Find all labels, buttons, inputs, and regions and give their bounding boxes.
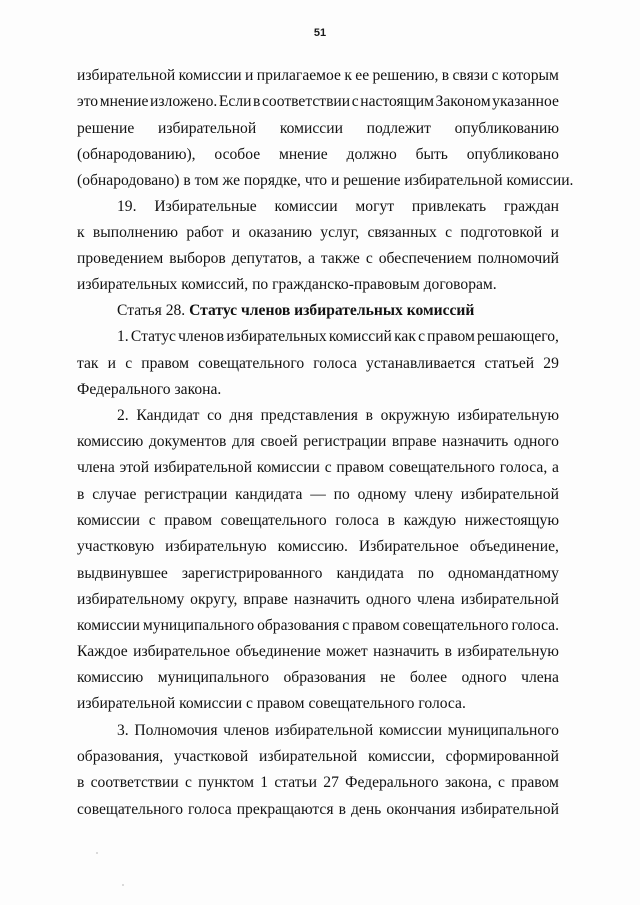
word: избирательной <box>157 120 257 137</box>
word: окончания <box>386 801 456 818</box>
word: (обнародованию), <box>77 146 196 163</box>
word: с <box>125 355 133 372</box>
word: услуг, <box>320 224 360 241</box>
word: избирательной <box>153 459 253 476</box>
word: Законом <box>435 93 491 110</box>
word: одномандатному <box>448 565 559 582</box>
word: зарегистрированного <box>181 565 323 582</box>
word: должно <box>346 146 397 163</box>
word: участковую <box>77 538 155 555</box>
word: представления <box>260 407 358 424</box>
word: Кандидат <box>136 407 200 424</box>
word: избирательной <box>460 486 559 503</box>
word: избирательную <box>457 643 559 660</box>
word: одного <box>365 591 412 608</box>
word: выполнению <box>92 224 179 241</box>
word: правом <box>352 617 400 634</box>
text-line <box>77 587 559 613</box>
word: образования, <box>77 748 164 765</box>
word: одного <box>461 669 507 686</box>
text-line: избирательных комиссий, по гражданско-правовым договорам. <box>77 276 497 293</box>
word: в <box>387 512 395 529</box>
word: — <box>310 486 326 503</box>
word: соответствии <box>90 774 179 791</box>
text-line <box>77 246 559 272</box>
word: муниципального <box>447 722 559 739</box>
word: день <box>350 801 382 818</box>
word: голоса <box>335 512 379 529</box>
word: Статус <box>130 328 176 345</box>
word: своей <box>260 433 298 450</box>
scan-speck <box>96 852 98 854</box>
article-prefix: Статья 28. <box>117 302 190 319</box>
word: оказанию <box>248 224 312 241</box>
text-line <box>77 744 559 770</box>
word: и <box>550 224 559 241</box>
word: Если <box>218 93 252 110</box>
word: одному <box>357 486 407 503</box>
text-line <box>77 665 559 691</box>
word: соответствии <box>262 93 351 110</box>
word: со <box>207 407 222 424</box>
word: комиссию <box>77 669 144 686</box>
word: вправе <box>391 433 437 450</box>
word: регистрации <box>144 486 228 503</box>
word: подлежит <box>366 120 431 137</box>
scan-speck <box>122 884 124 886</box>
word: голоса <box>188 801 232 818</box>
word: правом <box>141 355 189 372</box>
word: каждую <box>403 512 457 529</box>
text-line <box>77 89 559 115</box>
word: кандидата <box>235 486 303 503</box>
word: этой <box>119 459 150 476</box>
word: связанных <box>367 224 437 241</box>
word: и <box>245 67 254 84</box>
word: голоса, <box>499 459 548 476</box>
word: по <box>417 565 434 582</box>
word: избирательной <box>460 801 559 818</box>
word: образования <box>283 669 366 686</box>
word: Федерального <box>345 774 439 791</box>
word: так <box>77 355 99 372</box>
word: устанавливается <box>366 355 476 372</box>
word: 1 <box>260 774 269 791</box>
word: а <box>552 459 559 476</box>
word: к <box>344 67 352 84</box>
word: случае <box>92 486 137 503</box>
word: прекращаются <box>236 801 334 818</box>
word: обеспечением <box>378 250 472 267</box>
word: с <box>445 224 453 241</box>
word: избирательной <box>258 748 358 765</box>
word: как <box>394 328 416 345</box>
text-line <box>117 194 559 220</box>
word: работ <box>186 224 224 241</box>
word: в <box>338 801 346 818</box>
word: правом <box>164 512 212 529</box>
word: округу, <box>190 591 238 608</box>
word: одного <box>513 433 559 450</box>
word: опубликованию <box>454 120 559 137</box>
word: Избирательное <box>358 538 459 555</box>
word: опубликовано <box>466 146 559 163</box>
word: члена <box>77 459 115 476</box>
word: регистрации <box>303 433 387 450</box>
word: полномочий <box>477 250 559 267</box>
word: комиссии <box>77 512 141 529</box>
word: мнение <box>99 93 149 110</box>
text-line <box>77 508 559 534</box>
word: образования <box>257 617 340 634</box>
word: которым <box>501 67 559 84</box>
word: избирательную <box>457 407 559 424</box>
word: более <box>409 669 448 686</box>
word: не <box>380 669 396 686</box>
word: правом <box>336 459 385 476</box>
word: комиссии, <box>367 748 435 765</box>
word: сформированной <box>445 748 559 765</box>
word: комиссии <box>274 198 338 215</box>
word: выдвинувшее <box>77 565 168 582</box>
word: может <box>326 643 368 660</box>
word: в <box>444 643 453 660</box>
word: избирательной <box>77 67 176 84</box>
word: комиссию <box>77 433 144 450</box>
word: 29 <box>543 355 559 372</box>
text-line <box>77 534 559 560</box>
word: с <box>365 250 373 267</box>
word: и <box>107 355 117 372</box>
word: комиссии <box>256 459 320 476</box>
word: Полномочия <box>134 722 218 739</box>
word: проведением <box>77 250 164 267</box>
word: решение <box>77 120 135 137</box>
word: кандидата <box>336 565 404 582</box>
word: комиссию. <box>277 538 348 555</box>
word: 27 <box>323 774 339 791</box>
word: также <box>320 250 360 267</box>
word: в <box>253 93 261 110</box>
word: окружную <box>380 407 450 424</box>
text-line <box>77 613 559 639</box>
word: комиссии <box>178 67 242 84</box>
word: 2. <box>117 407 129 424</box>
word: 3. <box>117 722 129 739</box>
text-line <box>117 324 559 350</box>
word: решению, <box>372 67 439 84</box>
word: объединение <box>235 643 321 660</box>
word: объединение, <box>469 538 559 555</box>
text-line <box>77 429 559 455</box>
word: в <box>441 67 450 84</box>
word: с <box>418 328 425 345</box>
word: муниципального <box>157 669 270 686</box>
word: избирательной <box>274 722 374 739</box>
text-line <box>77 455 559 481</box>
word: депутатов, <box>231 250 302 267</box>
word: с <box>342 617 350 634</box>
text-line <box>77 142 559 168</box>
word: статьей <box>484 355 535 372</box>
word: вправе <box>243 591 288 608</box>
word: совещательного <box>220 512 327 529</box>
word: привлекать <box>411 198 487 215</box>
word: закона, <box>444 774 492 791</box>
word: члена <box>521 669 559 686</box>
article-title: Статус членов избирательных комиссий <box>189 302 475 319</box>
word: назначить <box>373 643 440 660</box>
text-line <box>77 561 559 587</box>
word: с <box>498 774 505 791</box>
text-line: Федерального закона. <box>77 381 222 398</box>
word: 1. <box>117 328 129 345</box>
word: избирательное <box>133 643 231 660</box>
word: Каждое <box>77 643 128 660</box>
word: голоса. <box>511 617 559 634</box>
word: комиссий <box>328 328 392 345</box>
text-line: (обнародовано) в том же порядке, что и решение избирательной комиссии. <box>77 172 574 189</box>
text-line <box>77 63 559 89</box>
word: Избирательные <box>154 198 257 215</box>
text-line <box>77 770 559 796</box>
word: избирательной <box>460 591 559 608</box>
word: мнение <box>278 146 328 163</box>
text-line <box>77 482 559 508</box>
word: и <box>231 224 241 241</box>
word: решающего, <box>477 328 559 345</box>
text-line <box>117 403 559 429</box>
article-heading <box>117 298 559 324</box>
word: голоса <box>313 355 357 372</box>
word: правом <box>511 774 559 791</box>
word: избирательную <box>165 538 267 555</box>
word: статьи <box>274 774 318 791</box>
word: комиссии <box>378 722 442 739</box>
word: избирательному <box>77 591 185 608</box>
word: по <box>333 486 350 503</box>
text-line <box>77 797 559 823</box>
word: избирательных <box>226 328 327 345</box>
word: это <box>77 93 99 110</box>
word: 19. <box>117 198 137 215</box>
word: нижестоящую <box>464 512 559 529</box>
word: муниципального <box>142 617 255 634</box>
word: назначить <box>442 433 509 450</box>
word: членов <box>178 328 225 345</box>
word: с <box>324 459 332 476</box>
word: для <box>231 433 255 450</box>
word: в <box>77 774 85 791</box>
word: изложено. <box>150 93 218 110</box>
word: дня <box>229 407 253 424</box>
word: участковой <box>173 748 249 765</box>
word: с <box>351 93 359 110</box>
word: связи <box>452 67 489 84</box>
word: комиссии <box>77 617 141 634</box>
word: с <box>185 774 192 791</box>
word: правом <box>427 328 475 345</box>
word: комиссии <box>279 120 343 137</box>
word: назначить <box>293 591 361 608</box>
word: совещательного <box>77 801 184 818</box>
word: указанное <box>492 93 559 110</box>
word: быть <box>415 146 448 163</box>
word: члену <box>414 486 453 503</box>
word: совещательного <box>198 355 305 372</box>
word: настоящим <box>360 93 434 110</box>
word: граждан <box>503 198 559 215</box>
word: совещательного <box>388 459 495 476</box>
word: пунктом <box>198 774 255 791</box>
word: документов <box>148 433 227 450</box>
page-number: 51 <box>313 27 327 39</box>
word: совещательного <box>402 617 509 634</box>
word: подготовкой <box>460 224 543 241</box>
word: могут <box>355 198 395 215</box>
word: члена <box>417 591 455 608</box>
word: с <box>491 67 499 84</box>
word: к <box>77 224 85 241</box>
text-line <box>77 116 559 142</box>
word: особое <box>214 146 261 163</box>
word: в <box>365 407 373 424</box>
text-line <box>77 639 559 665</box>
word: а <box>307 250 315 267</box>
text-line <box>77 351 559 377</box>
word: с <box>148 512 156 529</box>
text-line <box>117 718 559 744</box>
word: в <box>77 486 85 503</box>
text-line: избирательной комиссии с правом совещательного голоса. <box>77 695 466 712</box>
word: прилагаемое <box>256 67 341 84</box>
word: членов <box>223 722 270 739</box>
word: выборов <box>169 250 226 267</box>
text-line <box>77 220 559 246</box>
word: ее <box>355 67 370 84</box>
